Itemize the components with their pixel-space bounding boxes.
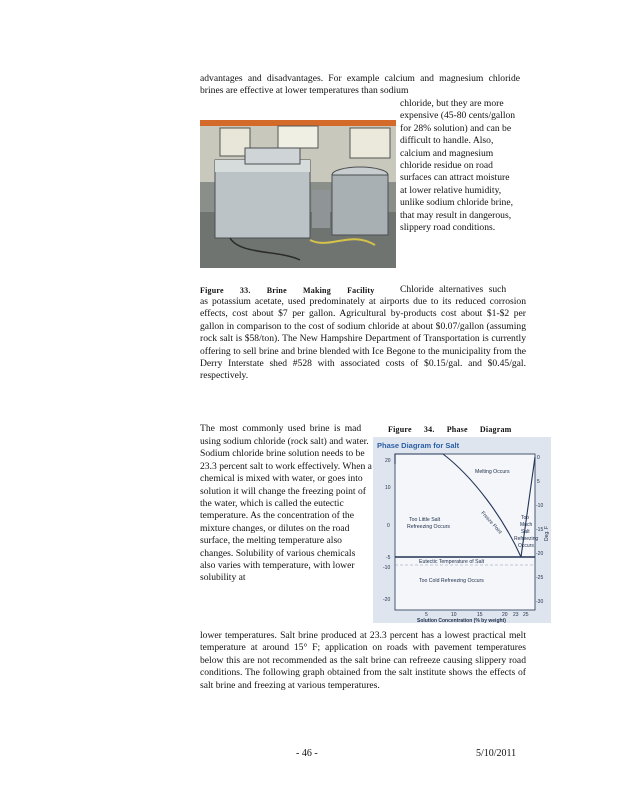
text-para2-bottom: lower temperatures. Salt brine produced at 23.3 percent has a lowest practical melt temperature at around 15° F; application on roads with pavement temperatures below this are not recommended as the salt brine can refreeze causing slippery road conditions. The following graph obtained from the salt institute shows the effects of salt brine and freezing at various temperatures. — [200, 630, 526, 691]
y-tick-f-0: 0 — [537, 455, 540, 461]
text-para2-left: using sodium chloride (rock salt) and water. Sodium chloride brine solution needs to be 23.3 percent salt to work effectively. When a chemical is mixed with water, or goes into solution it will change the freezing point of the water, which is called the eutectic temperature. As the concentration of the mixture changes, or dilutes on the road surface, the melting temperature also changes. Solubility of various chemicals also varies with temperature, with lower solubility at — [200, 436, 372, 584]
x-tick-1: 10 — [451, 612, 457, 618]
brine-facility-photo — [200, 120, 396, 268]
x-axis-label: Solution Concentration (% by weight) — [417, 618, 506, 623]
x-tick-0: 5 — [425, 612, 428, 618]
label-too-much-2: Much — [520, 522, 533, 528]
y-tick-f-3: -15 — [536, 527, 544, 533]
y-tick-f-6: -30 — [536, 599, 544, 605]
y-tick-c-1: 10 — [385, 485, 391, 491]
figure-34-caption-text: Figure 34. Phase Diagram — [388, 425, 512, 434]
label-too-cold: Too Cold Refreezing Occurs — [419, 578, 484, 584]
phase-diagram-chart — [373, 437, 551, 623]
label-too-much-3: Salt — [521, 529, 530, 535]
label-freeze-point: Freeze Point — [479, 510, 503, 536]
text-para1-top: advantages and disadvantages. For example calcium and magnesium chloride brines are effective at lower temperatures than sodium — [200, 73, 520, 97]
figure-34-caption — [388, 425, 538, 434]
y-tick-c-4: -10 — [383, 565, 391, 571]
footer-date — [476, 748, 516, 759]
y-axis-label-right: Deg. F — [544, 525, 550, 541]
y-tick-f-2: -10 — [536, 503, 544, 509]
label-too-little-1: Too Little Salt — [409, 517, 441, 523]
paragraph-intro-top — [200, 73, 520, 98]
paragraph-brine-left — [200, 436, 372, 585]
x-tick-4: 23 — [513, 612, 519, 618]
footer-page-number-text: - 46 - — [296, 748, 318, 759]
plot-area — [395, 454, 535, 610]
text-para1-bottom: as potassium acetate, used predominately at airports due to its reduced corrosion effects, cost about $7 per gallon. Agricultural by-products cost about $1-$2 per gallon in comparison to the cost of sodium chloride at about $0.07/gallon (assuming rock salt is $58/ton). The New Hampshire Department of Transportation is currently offering to sell brine and brine blended with Ice Begone to the municipality from the Derry Interstate shed #528 with associated costs of $0.15/gal. and $0.45/gal. respectively. — [200, 296, 526, 382]
y-tick-f-4: -20 — [536, 551, 544, 557]
y-tick-c-2: 0 — [387, 523, 390, 529]
y-tick-c-3: -5 — [386, 555, 391, 561]
y-tick-f-1: 5 — [537, 479, 540, 485]
label-too-little-2: Refreezing Occurs — [407, 524, 450, 530]
label-eutectic: Eutectic Temperature of Salt — [419, 559, 485, 565]
y-tick-f-5: -25 — [536, 575, 544, 581]
x-tick-2: 15 — [477, 612, 483, 618]
text-para1-cont-right — [400, 284, 524, 296]
x-tick-5: 25 — [523, 612, 529, 618]
label-too-much-1: Too — [521, 515, 530, 521]
y-tick-c-5: -20 — [383, 597, 391, 603]
label-too-much-4: Refreezing — [514, 536, 539, 542]
figure-33-caption-text: Figure 33. Brine Making Facility — [200, 286, 375, 295]
phase-diagram-svg — [373, 437, 551, 623]
brine-facility-image — [200, 120, 396, 268]
label-melting: Melting Occurs — [475, 469, 510, 475]
text-para2-first-text: The most commonly used brine is mad — [200, 423, 362, 434]
x-tick-3: 20 — [502, 612, 508, 618]
text-para2-first — [200, 423, 376, 435]
chart-title: Phase Diagram for Salt — [377, 441, 460, 450]
footer-page-number — [296, 748, 318, 759]
footer-date-text: 5/10/2011 — [476, 748, 517, 759]
y-tick-c-0: 20 — [385, 458, 391, 464]
text-para1-cont-right-text: Chloride alternatives such — [400, 284, 507, 295]
paragraph-intro-right — [400, 98, 516, 234]
paragraph-intro-bottom — [200, 296, 526, 383]
figure-33-caption — [200, 286, 396, 295]
text-para1-right: chloride, but they are more expensive (45-80 cents/gallon for 28% solution) and can be difficult to handle. Also, calcium and magnesium chloride residue on road surfaces can attract moisture at lower relative humidity, unlike sodium chloride brine, that may result in dangerous, slippery road conditions. — [400, 98, 516, 234]
label-too-much-5: Occurs — [518, 543, 534, 549]
paragraph-brine-bottom — [200, 630, 526, 692]
